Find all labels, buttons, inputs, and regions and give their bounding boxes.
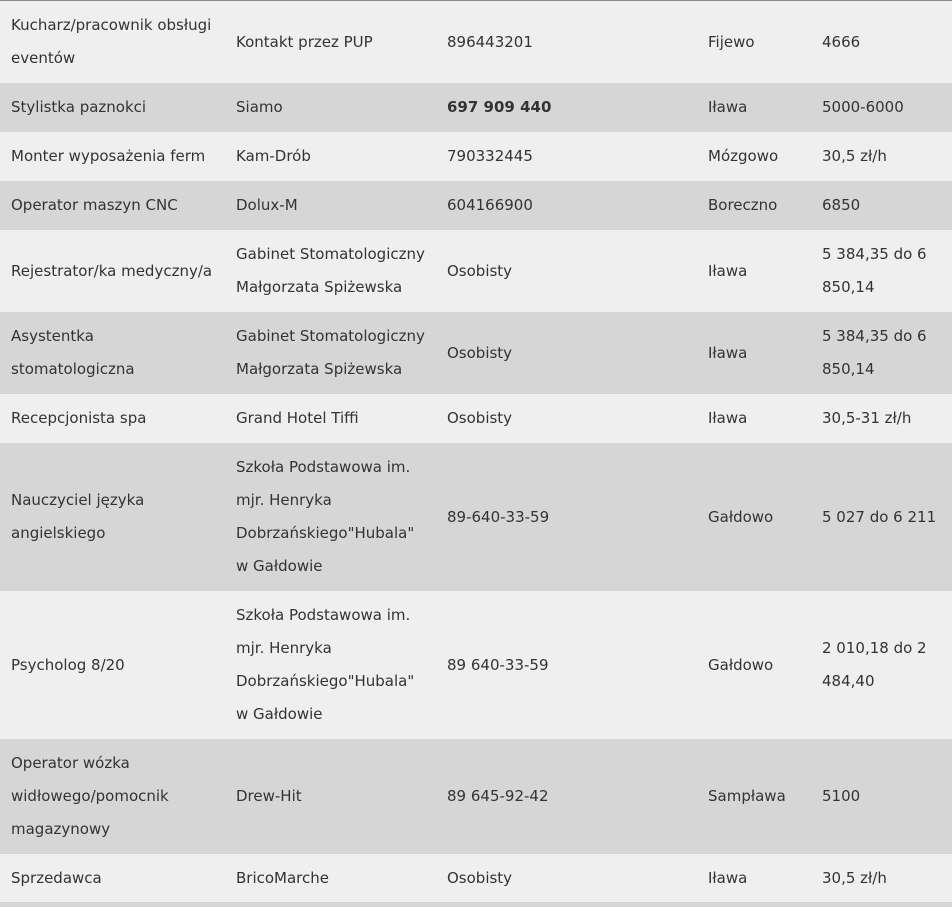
table-row [0, 394, 952, 443]
employer-cell: Gabinet Stomatologiczny Małgorzata Spiżewska [225, 230, 436, 312]
contact-cell: Osobisty [436, 312, 697, 394]
contact-cell: 896443201 [436, 1, 697, 83]
employer-cell: Kontakt przez PUP [225, 1, 436, 83]
salary-cell: 4666 [811, 1, 952, 83]
position-cell: Psycholog 8/20 [0, 591, 225, 739]
contact-cell: 790332445 [436, 132, 697, 181]
salary-cell: 5 027 do 6 211 [811, 443, 952, 591]
employer-cell: Szkoła Podstawowa im. mjr. Henryka Dobrzańskiego"Hubala" w Gałdowie [225, 443, 436, 591]
table-row [0, 230, 952, 312]
salary-cell: 6850 [811, 181, 952, 230]
employer-cell: Kam-Drób [225, 132, 436, 181]
employer-cell: Drew-Hit [225, 739, 436, 854]
contact-cell: 89 640-33-59 [436, 591, 697, 739]
position-cell: Operator wózka widłowego/pomocnik magazynowy [0, 739, 225, 854]
salary-cell: 30,5-31 zł/h [811, 394, 952, 443]
contact-cell: 697 909 440 [436, 83, 697, 132]
salary-cell: 5 384,35 do 6 850,14 [811, 312, 952, 394]
table-row [0, 312, 952, 394]
table-row [0, 181, 952, 230]
position-cell: Operator maszyn CNC [0, 181, 225, 230]
employer-cell: Szkoła Podstawowa im. mjr. Henryka Dobrzańskiego"Hubala" w Gałdowie [225, 591, 436, 739]
position-cell: Sprzedawca [0, 854, 225, 903]
table-row [0, 1, 952, 83]
table-row [0, 854, 952, 903]
table-row [0, 132, 952, 181]
employer-cell: BricoMarche [225, 854, 436, 903]
location-cell: Gałdowo [697, 591, 811, 739]
table-row [0, 591, 952, 739]
salary-cell: 2 010,18 do 2 484,40 [811, 591, 952, 739]
table-row [0, 739, 952, 854]
position-cell: Recepcjonista spa [0, 394, 225, 443]
location-cell: Iława [697, 312, 811, 394]
contact-cell: Osobisty [436, 854, 697, 903]
location-cell: Iława [697, 230, 811, 312]
contact-cell: Osobisty [436, 230, 697, 312]
table-row [0, 83, 952, 132]
job-offers-table [0, 1, 952, 903]
position-cell: Kucharz/pracownik obsługi eventów [0, 1, 225, 83]
contact-cell: 604166900 [436, 181, 697, 230]
salary-cell: 5100 [811, 739, 952, 854]
location-cell: Boreczno [697, 181, 811, 230]
location-cell: Iława [697, 394, 811, 443]
salary-cell: 5 384,35 do 6 850,14 [811, 230, 952, 312]
position-cell: Rejestrator/ka medyczny/a [0, 230, 225, 312]
location-cell: Sampława [697, 739, 811, 854]
next-row-edge [0, 902, 952, 907]
location-cell: Mózgowo [697, 132, 811, 181]
employer-cell: Siamo [225, 83, 436, 132]
employer-cell: Dolux-M [225, 181, 436, 230]
contact-cell: 89 645-92-42 [436, 739, 697, 854]
position-cell: Asystentka stomatologiczna [0, 312, 225, 394]
employer-cell: Gabinet Stomatologiczny Małgorzata Spiżewska [225, 312, 436, 394]
employer-cell: Grand Hotel Tiffi [225, 394, 436, 443]
location-cell: Iława [697, 83, 811, 132]
location-cell: Fijewo [697, 1, 811, 83]
contact-cell: Osobisty [436, 394, 697, 443]
salary-cell: 5000-6000 [811, 83, 952, 132]
salary-cell: 30,5 zł/h [811, 854, 952, 903]
contact-cell: 89-640-33-59 [436, 443, 697, 591]
position-cell: Monter wyposażenia ferm [0, 132, 225, 181]
table-row [0, 443, 952, 591]
location-cell: Gałdowo [697, 443, 811, 591]
salary-cell: 30,5 zł/h [811, 132, 952, 181]
location-cell: Iława [697, 854, 811, 903]
position-cell: Nauczyciel języka angielskiego [0, 443, 225, 591]
position-cell: Stylistka paznokci [0, 83, 225, 132]
